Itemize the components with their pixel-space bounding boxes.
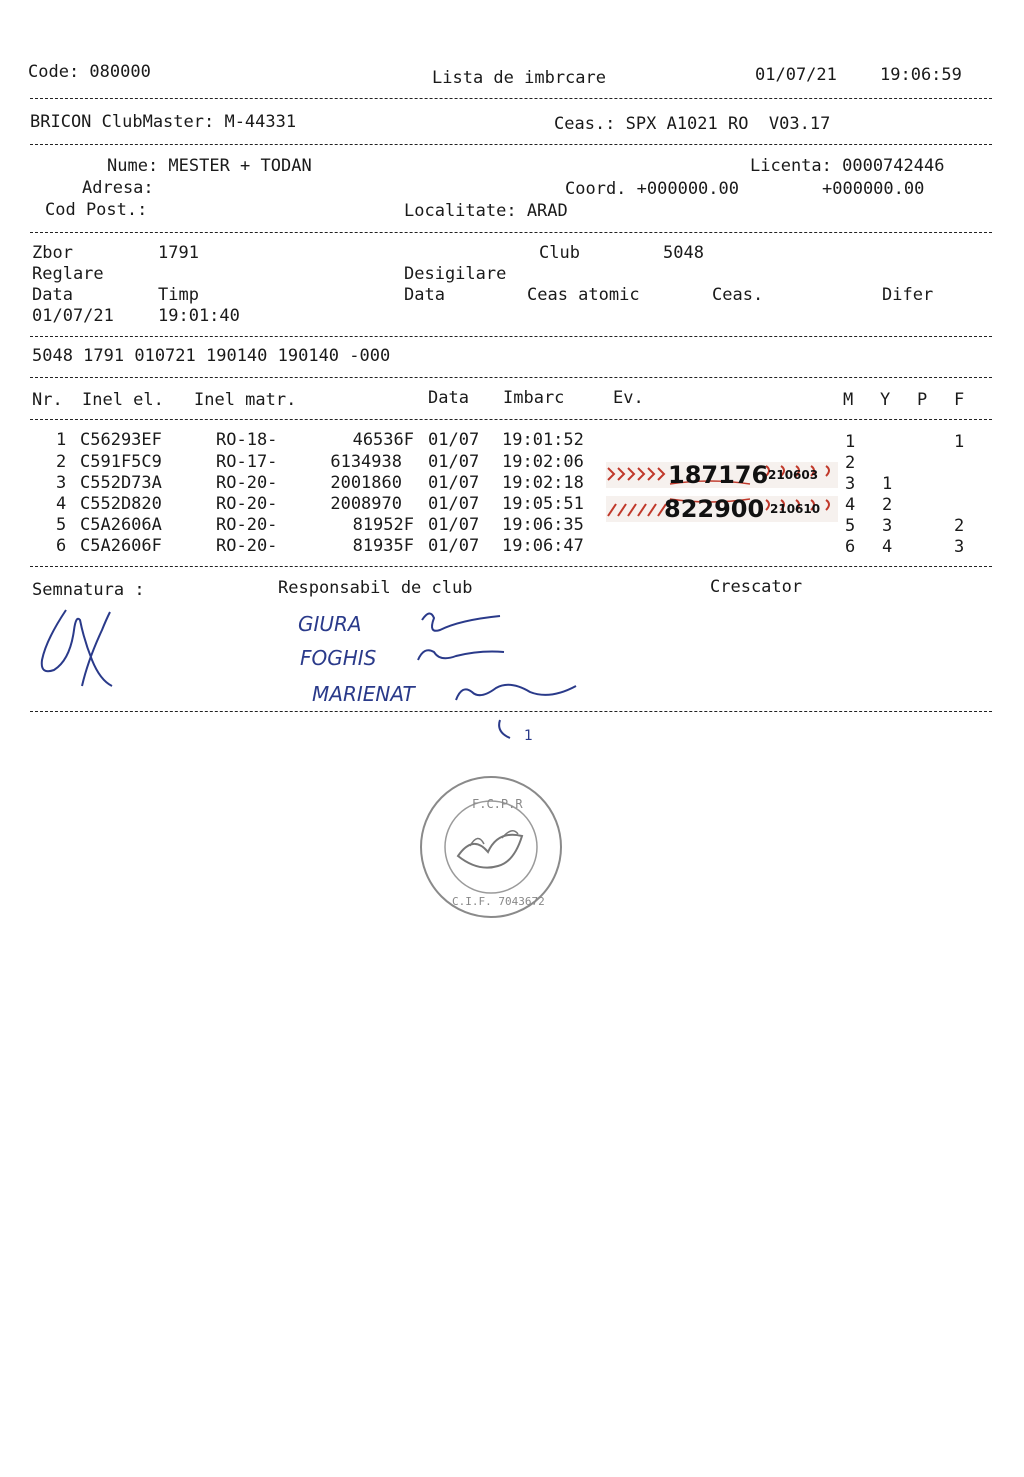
row-matr: 81952F xyxy=(352,515,414,535)
row-f: 3 xyxy=(954,537,965,557)
row-matr: 2008970 xyxy=(330,494,402,514)
license-number: Licenta: 0000742446 xyxy=(750,156,945,176)
coordinates: Coord. +000000.00 xyxy=(565,179,739,199)
stamp-seal xyxy=(418,774,564,920)
time-label: Timp xyxy=(158,285,199,305)
row-matr: 81935F xyxy=(352,536,414,556)
address-label: Adresa: xyxy=(82,178,154,198)
row-matr: 6134938 xyxy=(330,452,402,472)
flight-label: Zbor xyxy=(32,243,73,263)
row-nr: 6 xyxy=(56,536,67,556)
desigilare-label: Desigilare xyxy=(404,264,507,284)
row-y: 3 xyxy=(882,516,893,536)
stamp-text-bottom: C.I.F. 7043672 xyxy=(452,895,545,908)
unseal-date-label: Data xyxy=(404,285,445,305)
stamp-text-top: F.C.P.R xyxy=(472,797,523,811)
row-nr: 2 xyxy=(56,452,67,472)
clubmaster-label: BRICON ClubMaster: M-44331 xyxy=(30,112,297,132)
divider xyxy=(30,144,992,145)
header-time: 19:06:59 xyxy=(880,65,962,85)
col-header-y: Y xyxy=(880,390,891,410)
clock-label: Ceas.: SPX A1021 RO V03.17 xyxy=(554,114,831,134)
row-m: 1 xyxy=(845,432,856,452)
handwritten-name: GIURA xyxy=(298,612,362,636)
col-header-p: P xyxy=(917,390,928,410)
row-prefix: RO-20- xyxy=(216,515,278,535)
handwritten-name: FOGHIS xyxy=(300,646,377,670)
col-header-imbarc: Imbarc xyxy=(503,388,565,408)
signature-label: Semnatura : xyxy=(32,580,145,600)
row-data: 01/07 xyxy=(428,430,480,450)
divider xyxy=(30,711,992,712)
row-data: 01/07 xyxy=(428,536,480,556)
row-data: 01/07 xyxy=(428,473,480,493)
row-m: 2 xyxy=(845,453,856,473)
coordinates-second: +000000.00 xyxy=(822,179,925,199)
row-matr: 2001860 xyxy=(330,473,402,493)
row-inel-el: C552D73A xyxy=(80,473,162,493)
divider xyxy=(30,566,992,567)
col-header-nr: Nr. xyxy=(32,390,63,410)
club-value: 5048 xyxy=(663,243,704,263)
row-imbarc: 19:02:18 xyxy=(502,473,584,493)
row-imbarc: 19:02:06 xyxy=(502,452,584,472)
col-header-f: F xyxy=(954,390,965,410)
col-header-m: M xyxy=(843,390,854,410)
row-m: 6 xyxy=(845,537,856,557)
row-f: 2 xyxy=(954,516,965,536)
row-imbarc: 19:01:52 xyxy=(502,430,584,450)
row-m: 4 xyxy=(845,495,856,515)
breeder-label: Crescator xyxy=(710,577,803,597)
row-inel-el: C552D820 xyxy=(80,494,162,514)
ticket-label xyxy=(606,462,838,488)
row-m: 3 xyxy=(845,474,856,494)
postal-code-label: Cod Post.: xyxy=(45,200,148,220)
row-nr: 5 xyxy=(56,515,67,535)
ticket-code: 210603 xyxy=(768,468,819,482)
code-label: Code: 080000 xyxy=(28,62,151,82)
row-y: 1 xyxy=(882,474,893,494)
row-data: 01/07 xyxy=(428,494,480,514)
row-y: 2 xyxy=(882,495,893,515)
row-inel-el: C5A2606F xyxy=(80,536,162,556)
row-prefix: RO-20- xyxy=(216,536,278,556)
locality: Localitate: ARAD xyxy=(404,201,568,221)
divider xyxy=(30,377,992,378)
divider xyxy=(30,232,992,233)
handwritten-name: MARIENAT xyxy=(312,682,415,706)
row-imbarc: 19:06:35 xyxy=(502,515,584,535)
document-title: Lista de imbrcare xyxy=(432,68,606,88)
difference-label: Difer xyxy=(882,285,934,305)
col-header-inel-matr: Inel matr. xyxy=(194,390,297,410)
row-imbarc: 19:05:51 xyxy=(502,494,584,514)
header-date: 01/07/21 xyxy=(755,65,837,85)
clock-col-label: Ceas. xyxy=(712,285,764,305)
club-label: Club xyxy=(539,243,580,263)
set-date-value: 01/07/21 xyxy=(32,306,114,326)
divider xyxy=(30,336,992,337)
atomic-clock-label: Ceas atomic xyxy=(527,285,640,305)
signature-icon xyxy=(36,600,116,695)
col-header-ev: Ev. xyxy=(613,388,644,408)
divider xyxy=(30,98,992,99)
owner-name: Nume: MESTER + TODAN xyxy=(107,156,312,176)
flight-value: 1791 xyxy=(158,243,199,263)
row-matr: 46536F xyxy=(352,430,414,450)
divider xyxy=(30,419,992,420)
row-inel-el: C5A2606A xyxy=(80,515,162,535)
ticket-number: 187176 xyxy=(668,461,769,489)
row-imbarc: 19:06:47 xyxy=(502,536,584,556)
reglare-label: Reglare xyxy=(32,264,104,284)
ticket-code: 210610 xyxy=(770,502,821,516)
row-prefix: RO-20- xyxy=(216,473,278,493)
date-label: Data xyxy=(32,285,73,305)
col-header-data: Data xyxy=(428,388,469,408)
row-nr: 3 xyxy=(56,473,67,493)
ticket-label xyxy=(606,496,838,522)
row-m: 5 xyxy=(845,516,856,536)
row-data: 01/07 xyxy=(428,515,480,535)
page-number: 1 xyxy=(524,728,533,744)
code-line: 5048 1791 010721 190140 190140 -000 xyxy=(32,346,391,366)
row-data: 01/07 xyxy=(428,452,480,472)
row-prefix: RO-18- xyxy=(216,430,278,450)
row-prefix: RO-17- xyxy=(216,452,278,472)
signature-scribble-icon xyxy=(400,600,590,750)
club-responsible-label: Responsabil de club xyxy=(278,578,473,598)
row-f: 1 xyxy=(954,432,965,452)
row-nr: 1 xyxy=(56,430,67,450)
ticket-number: 822900 xyxy=(664,495,765,523)
row-inel-el: C56293EF xyxy=(80,430,162,450)
col-header-inel-el: Inel el. xyxy=(82,390,164,410)
row-inel-el: C591F5C9 xyxy=(80,452,162,472)
set-time-value: 19:01:40 xyxy=(158,306,240,326)
row-y: 4 xyxy=(882,537,893,557)
row-prefix: RO-20- xyxy=(216,494,278,514)
row-nr: 4 xyxy=(56,494,67,514)
